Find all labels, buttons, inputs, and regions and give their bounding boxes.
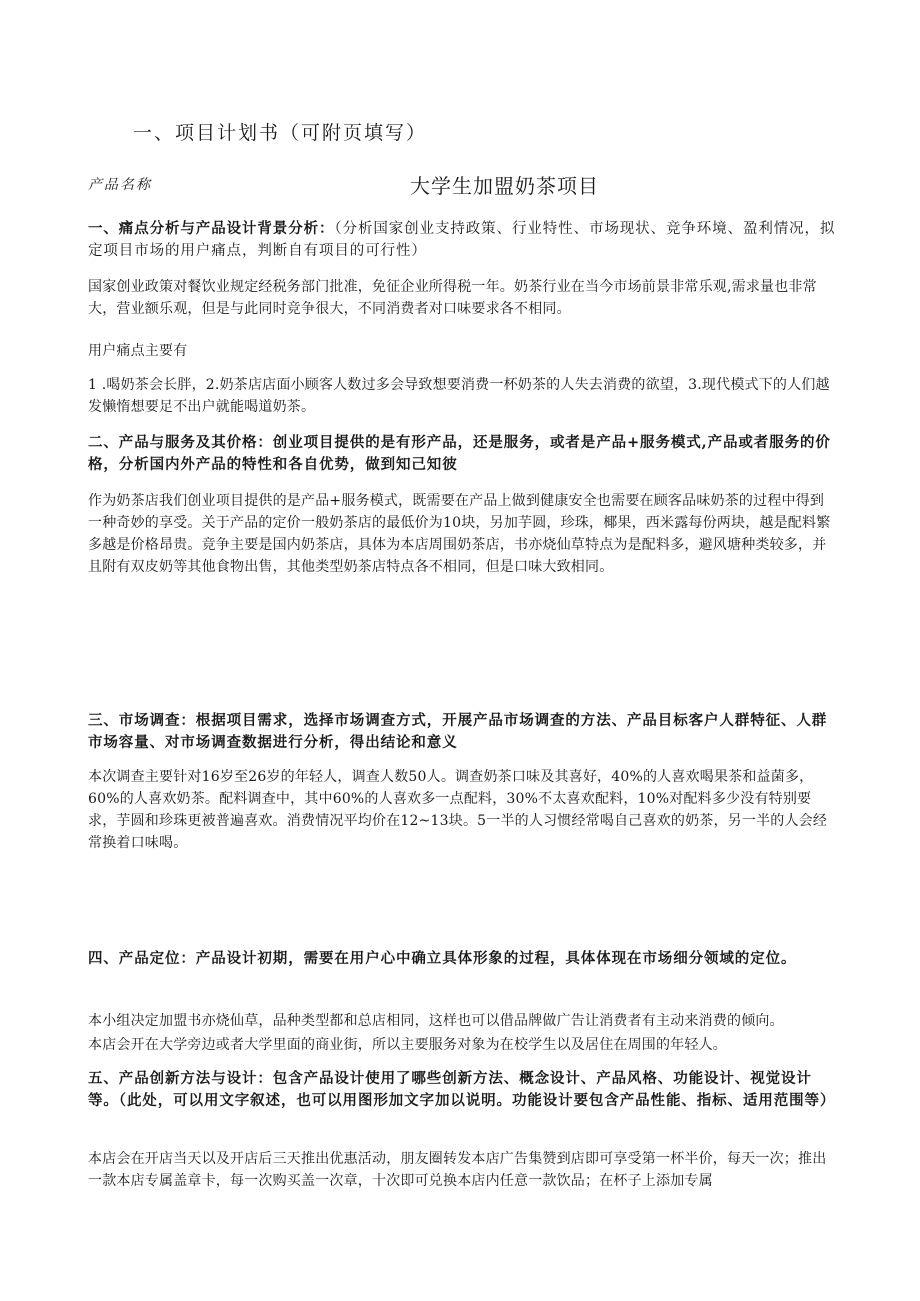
section-2-paragraph: 作为奶茶店我们创业项目提供的是产品+服务模式，既需要在产品上做到健康安全也需要在顾客品味奶茶的过程中得到一种奇妙的享受。关于产品的定价一般奶茶店的最低价为10块，另加芋圆，珍珠，椰果，西米露每份两块，越是配料繁多越是价格昂贵。竞争主要是国内奶茶店，具体为本店周围奶茶店，书亦烧仙草特点为是配料多，避风塘种类较多，并且附有双皮奶等其他食物出售，其他类型奶茶店特点各不相同，但是口味大致相同。 — [88, 493, 831, 575]
product-name-value: 大学生加盟奶茶项目 — [410, 174, 599, 198]
section-4-paragraph-location: 本店会开在大学旁边或者大学里面的商业街，所以主要服务对象为在校学生以及居住在周围的年轻人。 — [88, 1037, 727, 1053]
section-1-paragraph-pain-points-intro: 用户痛点主要有 — [88, 343, 188, 359]
section-2-heading: 二、产品与服务及其价格：创业项目提供的是有形产品，还是服务，或者是产品+服务模式,产品或者服务的价格，分析国内外产品的特性和各自优势，做到知己知彼 — [88, 434, 831, 473]
section-3-heading: 三、市场调查：根据项目需求，选择市场调查方式，开展产品市场调查的方法、产品目标客户人群特征、人群市场容量、对市场调查数据进行分析，得出结论和意义 — [88, 712, 828, 751]
section-5-heading: 五、产品创新方法与设计：包含产品设计使用了哪些创新方法、概念设计、产品风格、功能设计、视觉设计等。（此处，可以用文字叙述，也可以用图形加文字加以说明。功能设计要包含产品性能、指标、适用范围等） — [88, 1070, 836, 1109]
section-5-paragraph: 本店会在开店当天以及开店后三天推出优惠活动，朋友圈转发本店广告集赞到店即可享受第一杯半价，每天一次；推出一款本店专属盖章卡，每一次购买盖一次章，十次即可兑换本店内任意一款饮品；在杯子上添加专属 — [88, 1151, 827, 1189]
section-1-paragraph-pain-points: 1 .喝奶茶会长胖，2.奶茶店店面小顾客人数过多会导致想要消费一杯奶茶的人失去消费的欲望，3.现代模式下的人们越发懒惰想要足不出户就能喝道奶茶。 — [88, 377, 830, 415]
section-1-heading-note: （分析国家创业支持政策、行业特性、市场现状、竞争环境、盈利情况，拟定项目市场的用户痛点，判断自有项目的可行性） — [88, 221, 836, 259]
product-name-label: 产品名称 — [88, 177, 152, 193]
section-1-paragraph-policy: 国家创业政策对餐饮业规定经税务部门批准，免征企业所得税一年。奶茶行业在当今市场前景非常乐观,需求量也非常大，营业额乐观，但是与此同时竞争很大，不同消费者对口味要求各不相同。 — [88, 279, 817, 317]
section-1-heading — [88, 218, 836, 262]
section-4-heading: 四、产品定位：产品设计初期，需要在用户心中确立具体形象的过程，具体体现在市场细分领域的定位。 — [88, 950, 797, 967]
section-3-paragraph: 本次调查主要针对16岁至26岁的年轻人，调查人数50人。调查奶茶口味及其喜好，40%的人喜欢喝果茶和益菌多，60%的人喜欢奶茶。配料调查中，其中60%的人喜欢多一点配料，30%不太喜欢配料，10%对配料多少没有特别要求，芋圆和珍珠更被普遍喜欢。消费情况平均价在12~13块。5一半的人习惯经常喝自己喜欢的奶茶，另一半的人会经常换着口味喝。 — [88, 769, 828, 851]
section-4-paragraph-brand: 本小组决定加盟书亦烧仙草，品种类型都和总店相同，这样也可以借品牌做广告让消费者有主动来消费的倾向。 — [88, 1013, 784, 1029]
document-title: 一、项目计划书（可附页填写） — [133, 122, 428, 144]
section-1-heading-text: 一、痛点分析与产品设计背景分析： — [88, 220, 335, 237]
